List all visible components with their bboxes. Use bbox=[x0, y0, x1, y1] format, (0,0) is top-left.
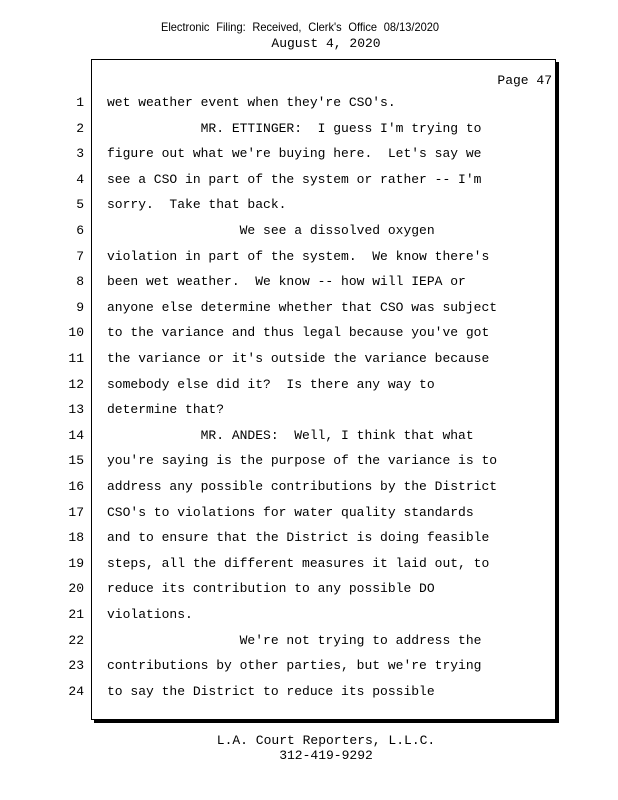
transcript-line: somebody else did it? Is there any way to bbox=[107, 377, 435, 392]
transcript-line: MR. ETTINGER: I guess I'm trying to bbox=[107, 121, 482, 136]
transcript-date: August 4, 2020 bbox=[271, 36, 381, 51]
reporter-company: L.A. Court Reporters, L.L.C. bbox=[216, 733, 436, 748]
transcript-line: anyone else determine whether that CSO was subject bbox=[107, 300, 498, 315]
line-number: 20 bbox=[68, 581, 84, 596]
transcript-line: wet weather event when they're CSO's. bbox=[107, 95, 396, 110]
transcript-line: contributions by other parties, but we're trying bbox=[107, 658, 482, 673]
line-number: 22 bbox=[68, 633, 84, 648]
transcript-line: steps, all the different measures it laid out, to bbox=[107, 556, 490, 571]
transcript-line: violations. bbox=[107, 607, 193, 622]
line-number: 8 bbox=[76, 274, 84, 289]
transcript-line: MR. ANDES: Well, I think that what bbox=[107, 428, 474, 443]
line-number: 23 bbox=[68, 658, 84, 673]
transcript-line: We're not trying to address the bbox=[107, 633, 482, 648]
line-number: 13 bbox=[68, 402, 84, 417]
line-number: 7 bbox=[76, 249, 84, 264]
transcript-line: sorry. Take that back. bbox=[107, 197, 287, 212]
line-number: 18 bbox=[68, 530, 84, 545]
reporter-phone: 312-419-9292 bbox=[279, 748, 373, 763]
transcript-line: to the variance and thus legal because you've got bbox=[107, 325, 490, 340]
line-number: 10 bbox=[68, 325, 84, 340]
line-number: 14 bbox=[68, 428, 84, 443]
transcript-line: reduce its contribution to any possible DO bbox=[107, 581, 435, 596]
transcript-line: to say the District to reduce its possible bbox=[107, 684, 435, 699]
line-number: 5 bbox=[76, 197, 84, 212]
line-number: 16 bbox=[68, 479, 84, 494]
line-number: 12 bbox=[68, 377, 84, 392]
line-number: 9 bbox=[76, 300, 84, 315]
transcript-line: We see a dissolved oxygen bbox=[107, 223, 435, 238]
line-number: 3 bbox=[76, 146, 84, 161]
transcript-line: been wet weather. We know -- how will IEPA or bbox=[107, 274, 466, 289]
page-number: Page 47 bbox=[497, 73, 552, 88]
line-number: 21 bbox=[68, 607, 84, 622]
line-number: 2 bbox=[76, 121, 84, 136]
transcript-line: address any possible contributions by the District bbox=[107, 479, 498, 494]
line-number: 6 bbox=[76, 223, 84, 238]
transcript-line: CSO's to violations for water quality standards bbox=[107, 505, 474, 520]
line-number: 19 bbox=[68, 556, 84, 571]
transcript-line: you're saying is the purpose of the variance is to bbox=[107, 453, 498, 468]
transcript-line: figure out what we're buying here. Let's say we bbox=[107, 146, 482, 161]
line-number: 1 bbox=[76, 95, 84, 110]
transcript-line: violation in part of the system. We know there's bbox=[107, 249, 490, 264]
transcript-line: see a CSO in part of the system or rather -- I'm bbox=[107, 172, 482, 187]
filing-stamp: Electronic Filing: Received, Clerk's Office 08/13/2020 bbox=[160, 20, 440, 34]
transcript-line: the variance or it's outside the variance because bbox=[107, 351, 490, 366]
transcript-line: and to ensure that the District is doing feasible bbox=[107, 530, 490, 545]
transcript-line: determine that? bbox=[107, 402, 225, 417]
line-number: 11 bbox=[68, 351, 84, 366]
line-number: 4 bbox=[76, 172, 84, 187]
line-number: 15 bbox=[68, 453, 84, 468]
line-number: 24 bbox=[68, 684, 84, 699]
line-number: 17 bbox=[68, 505, 84, 520]
